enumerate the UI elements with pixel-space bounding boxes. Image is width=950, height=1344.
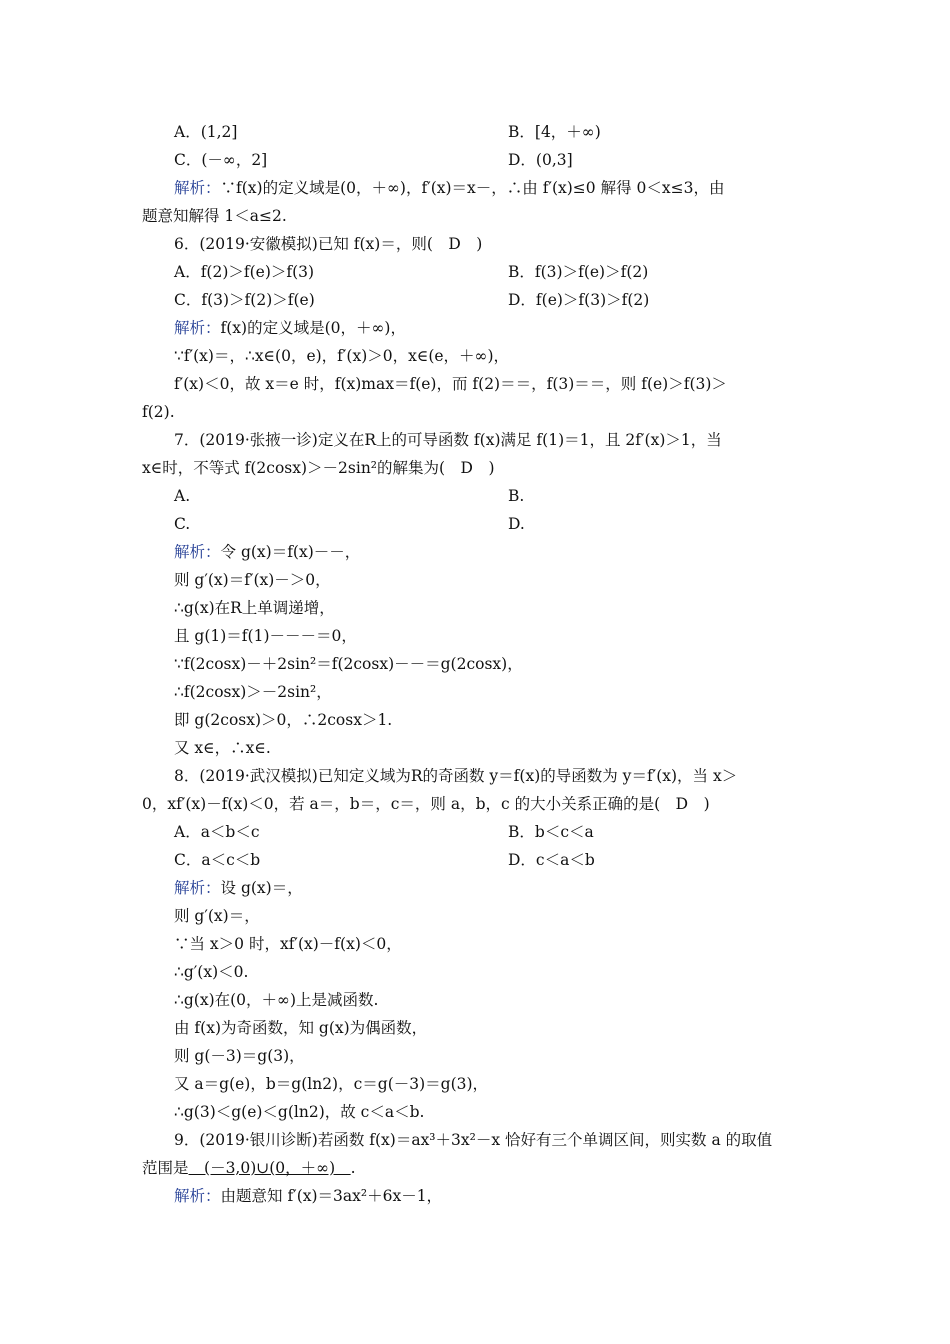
- text-line: [508, 149, 573, 171]
- text-line: [174, 821, 260, 843]
- text-line: [508, 485, 524, 507]
- text-line: [142, 1157, 356, 1179]
- line-text: x∈时，不等式 f(2cosx)＞－2sin²的解集为( D ): [142, 459, 495, 477]
- text-line: [508, 261, 648, 283]
- line-text: 题意知解得 1＜a≤2.: [142, 207, 287, 225]
- line-text: 又 x∈，∴x∈.: [174, 739, 271, 757]
- text-line: [174, 541, 360, 563]
- line-text: ∵f(x)的定义域是(0，＋∞)，f′(x)＝x－，∴由 f′(x)≤0 解得 0＜x≤3，由: [220, 179, 725, 197]
- line-text: B.: [508, 487, 525, 505]
- text-line: [174, 121, 237, 143]
- line-text: ∵f(2cosx)－＋2sin²＝f(2cosx)－－＝g(2cosx)，: [174, 655, 523, 673]
- line-text: C．(－∞，2]: [174, 151, 268, 169]
- line-text: ∵当 x＞0 时，xf′(x)－f(x)＜0，: [174, 935, 402, 953]
- line-text: A.: [174, 487, 191, 505]
- text-line: [174, 597, 335, 619]
- text-line: [174, 1101, 424, 1123]
- text-line: [142, 401, 175, 423]
- line-text: ∴g(x)在R上单调递增，: [174, 599, 335, 617]
- line-text: f(2).: [142, 403, 175, 421]
- line-text: A．f(2)＞f(e)＞f(3): [174, 263, 315, 281]
- text-line: [508, 849, 595, 871]
- line-text: 7．(2019·张掖一诊)定义在R上的可导函数 f(x)满足 f(1)＝1，且 2f′(x)＞1，当: [174, 431, 722, 449]
- line-text: D．f(e)＞f(3)＞f(2): [508, 291, 650, 309]
- solution-label: 解析：: [174, 879, 221, 897]
- solution-label: 解析：: [174, 179, 221, 197]
- solution-label: 解析：: [174, 319, 221, 337]
- text-line: [174, 345, 509, 367]
- text-line: [174, 849, 260, 871]
- text-line: [174, 569, 331, 591]
- line-text: 又 a＝g(e)，b＝g(ln2)，c＝g(－3)＝g(3)，: [174, 1075, 489, 1093]
- text-line: [174, 653, 523, 675]
- text-line: [174, 709, 392, 731]
- line-text: 范围是: [142, 1159, 189, 1177]
- text-line: [508, 821, 594, 843]
- text-line: [174, 177, 724, 199]
- line-text: C.: [174, 515, 191, 533]
- line-text: 由 f(x)为奇函数，知 g(x)为偶函数，: [174, 1019, 428, 1037]
- line-text: 由题意知 f′(x)＝3ax²＋6x－1，: [220, 1187, 443, 1205]
- text-line: [174, 149, 267, 171]
- line-text: 9．(2019·银川诊断)若函数 f(x)＝ax³＋3x²－x 恰好有三个单调区间，则实数 a 的取值: [174, 1131, 773, 1149]
- line-text: 则 g(－3)＝g(3)，: [174, 1047, 305, 1065]
- line-text: A．a＜b＜c: [174, 823, 260, 841]
- text-line: [174, 261, 314, 283]
- line-text: f(x)的定义域是(0，＋∞)，: [220, 319, 406, 337]
- line-text: D.: [508, 515, 525, 533]
- text-line: [174, 429, 722, 451]
- text-line: [174, 485, 190, 507]
- line-text: D．c＜a＜b: [508, 851, 595, 869]
- line-text: 则 g′(x)＝f′(x)－＞0，: [174, 571, 331, 589]
- text-line: [174, 905, 260, 927]
- text-line: [174, 317, 406, 339]
- line-text: 则 g′(x)＝，: [174, 907, 260, 925]
- line-text: 8．(2019·武汉模拟)已知定义域为R的奇函数 y＝f(x)的导函数为 y＝f′(x)，当 x＞: [174, 767, 738, 785]
- text-line: [174, 933, 402, 955]
- text-line: [174, 625, 357, 647]
- line-text: ∴f(2cosx)＞－2sin²，: [174, 683, 332, 701]
- line-text: A．(1,2]: [174, 123, 238, 141]
- line-text: B．b＜c＜a: [508, 823, 594, 841]
- text-line: [174, 737, 271, 759]
- text-line: [174, 681, 332, 703]
- text-line: [174, 233, 482, 255]
- line-text: ∴g(x)在(0，＋∞)上是减函数.: [174, 991, 379, 1009]
- text-line: [508, 513, 525, 535]
- text-line: [142, 205, 287, 227]
- line-text: C．a＜c＜b: [174, 851, 261, 869]
- text-line: [174, 289, 315, 311]
- line-text: 设 g(x)＝，: [220, 879, 303, 897]
- solution-label: 解析：: [174, 1187, 221, 1205]
- line-text: B．f(3)＞f(e)＞f(2): [508, 263, 649, 281]
- text-line: [174, 1045, 305, 1067]
- text-line: [174, 513, 190, 535]
- line-text: ∴g(3)＜g(e)＜g(ln2)，故 c＜a＜b.: [174, 1103, 425, 1121]
- solution-label: 解析：: [174, 543, 221, 561]
- line-text: ∵f′(x)＝，∴x∈(0，e)，f′(x)＞0，x∈(e，＋∞)，: [174, 347, 510, 365]
- fill-in-answer: (－3,0)∪(0，＋∞): [188, 1159, 351, 1177]
- text-line: [174, 1073, 488, 1095]
- line-text: 6．(2019·安徽模拟)已知 f(x)＝，则( D ): [174, 235, 483, 253]
- text-line: [174, 961, 248, 983]
- text-line: [142, 793, 710, 815]
- line-text: 且 g(1)＝f(1)－－－＝0，: [174, 627, 357, 645]
- line-text: 即 g(2cosx)＞0，∴2cosx＞1.: [174, 711, 393, 729]
- text-line: [174, 1017, 427, 1039]
- text-line: [174, 877, 303, 899]
- text-line: [508, 121, 601, 143]
- line-text: B．[4，＋∞): [508, 123, 601, 141]
- line-text: C．f(3)＞f(2)＞f(e): [174, 291, 315, 309]
- text-line: [142, 457, 495, 479]
- text-line: [174, 1185, 442, 1207]
- line-text: f′(x)＜0，故 x＝e 时，f(x)max＝f(e)，而 f(2)＝＝，f(3)＝＝，则 f(e)＞f(3)＞: [174, 375, 727, 393]
- line-text: ∴g′(x)＜0.: [174, 963, 249, 981]
- text-line: [174, 989, 378, 1011]
- text-line: [174, 1129, 772, 1151]
- text-line: [174, 373, 727, 395]
- text-line: [174, 765, 737, 787]
- line-text: 0，xf′(x)－f(x)＜0，若 a＝，b＝，c＝，则 a，b，c 的大小关系正确的是( D ): [142, 795, 710, 813]
- line-text: 令 g(x)＝f(x)－－，: [220, 543, 361, 561]
- line-text: D．(0,3]: [508, 151, 573, 169]
- line-text-end: .: [350, 1159, 356, 1177]
- text-line: [508, 289, 649, 311]
